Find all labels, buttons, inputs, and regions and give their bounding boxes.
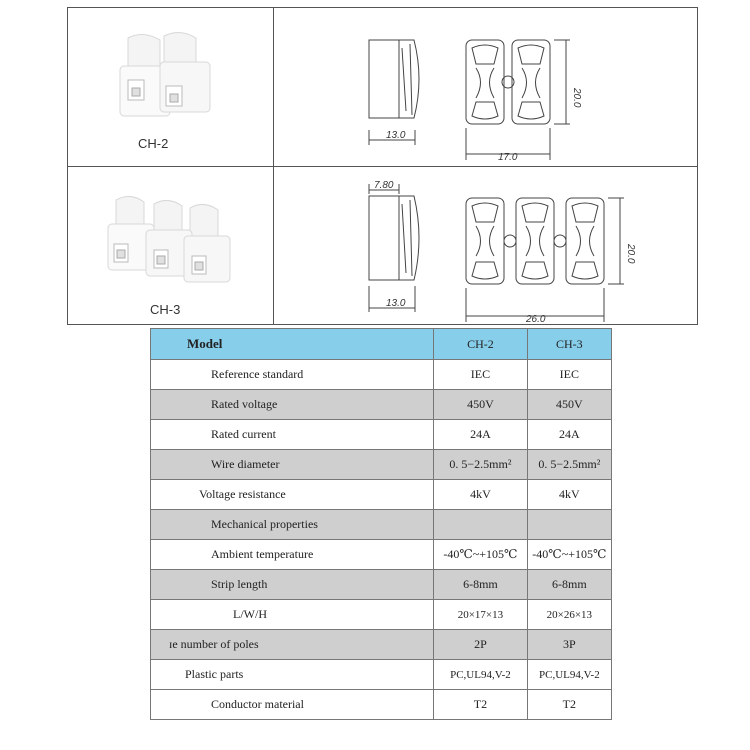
spec-label: Reference standard <box>151 360 434 390</box>
spec-row <box>151 480 612 510</box>
dim-width-ch3: 26.0 <box>526 314 546 324</box>
spec-value-ch2: 20×17×13 <box>434 600 528 630</box>
product-photo-cell <box>68 166 274 324</box>
technical-drawing-ch2 <box>274 8 697 166</box>
spec-value-ch2: 4kV <box>434 480 528 510</box>
spec-row <box>151 690 612 720</box>
spec-label: Rated current <box>151 420 434 450</box>
spec-value-ch3: -40℃~+105℃ <box>527 540 611 570</box>
side-view-body <box>369 196 399 280</box>
spec-label: Rated voltage <box>151 390 434 420</box>
connector-photo-ch3 <box>68 166 273 324</box>
dim-width-ch2: 17.0 <box>498 152 518 163</box>
spec-value-ch3 <box>527 510 611 540</box>
spec-value-ch3: 24A <box>527 420 611 450</box>
spec-row <box>151 570 612 600</box>
spec-row <box>151 450 612 480</box>
spec-row <box>151 510 612 540</box>
model-label-ch3: CH-3 <box>150 302 181 317</box>
spec-value-ch2: 450V <box>434 390 528 420</box>
spec-label: ɪe number of poles <box>151 630 434 660</box>
product-row-ch2 <box>68 8 697 167</box>
spec-label: Plastic parts <box>151 660 434 690</box>
spec-value-ch3: IEC <box>527 360 611 390</box>
spec-label: Voltage resistance <box>151 480 434 510</box>
dim-height-ch2: 20.0 <box>571 88 582 108</box>
connector-photo-ch2 <box>68 8 273 166</box>
spec-row <box>151 540 612 570</box>
spec-label: Mechanical properties <box>151 510 434 540</box>
spec-label: Ambient temperature <box>151 540 434 570</box>
spec-value-ch3: 4kV <box>527 480 611 510</box>
spec-value-ch2 <box>434 510 528 540</box>
spec-value-ch2: IEC <box>434 360 528 390</box>
spec-value-ch2: -40℃~+105℃ <box>434 540 528 570</box>
spec-value-ch2: 2P <box>434 630 528 660</box>
dim-depth-ch2: 13.0 <box>386 130 406 141</box>
spec-row <box>151 660 612 690</box>
spec-value-ch3: PC,UL94,V-2 <box>527 660 611 690</box>
spec-value-ch3: 20×26×13 <box>527 600 611 630</box>
spec-row <box>151 420 612 450</box>
product-row-ch3 <box>68 166 697 324</box>
spec-value-ch3: 450V <box>527 390 611 420</box>
spec-label: Wire diameter <box>151 450 434 480</box>
spec-row <box>151 390 612 420</box>
spec-value-ch3: 6-8mm <box>527 570 611 600</box>
spec-value-ch3: 3P <box>527 630 611 660</box>
spec-header-row <box>151 329 612 360</box>
model-label-ch2: CH-2 <box>138 136 169 151</box>
spec-header-col1: CH-2 <box>434 329 528 360</box>
top-view-ch3 <box>466 198 604 284</box>
spec-value-ch3: T2 <box>527 690 611 720</box>
spec-header-col2: CH-3 <box>527 329 611 360</box>
product-photo-cell <box>68 8 274 166</box>
spec-row <box>151 630 612 660</box>
spec-header-model: Model <box>151 329 434 360</box>
top-view-ch2 <box>466 40 550 124</box>
dim-depth-ch3: 13.0 <box>386 298 406 309</box>
spec-value-ch2: T2 <box>434 690 528 720</box>
spec-row <box>151 600 612 630</box>
product-drawing-table <box>67 7 698 325</box>
spec-value-ch3: 0. 5−2.5mm² <box>527 450 611 480</box>
spec-value-ch2: PC,UL94,V-2 <box>434 660 528 690</box>
side-view-body <box>369 40 399 118</box>
dim-height-ch3: 20.0 <box>625 244 636 264</box>
spec-table <box>150 328 612 720</box>
spec-label: Strip length <box>151 570 434 600</box>
spec-label: L/W/H <box>151 600 434 630</box>
spec-row <box>151 360 612 390</box>
technical-drawing-ch3 <box>274 166 697 324</box>
spec-value-ch2: 0. 5−2.5mm² <box>434 450 528 480</box>
dim-depth-top-ch3: 7.80 <box>374 180 394 191</box>
spec-value-ch2: 24A <box>434 420 528 450</box>
spec-value-ch2: 6-8mm <box>434 570 528 600</box>
spec-label: Conductor material <box>151 690 434 720</box>
